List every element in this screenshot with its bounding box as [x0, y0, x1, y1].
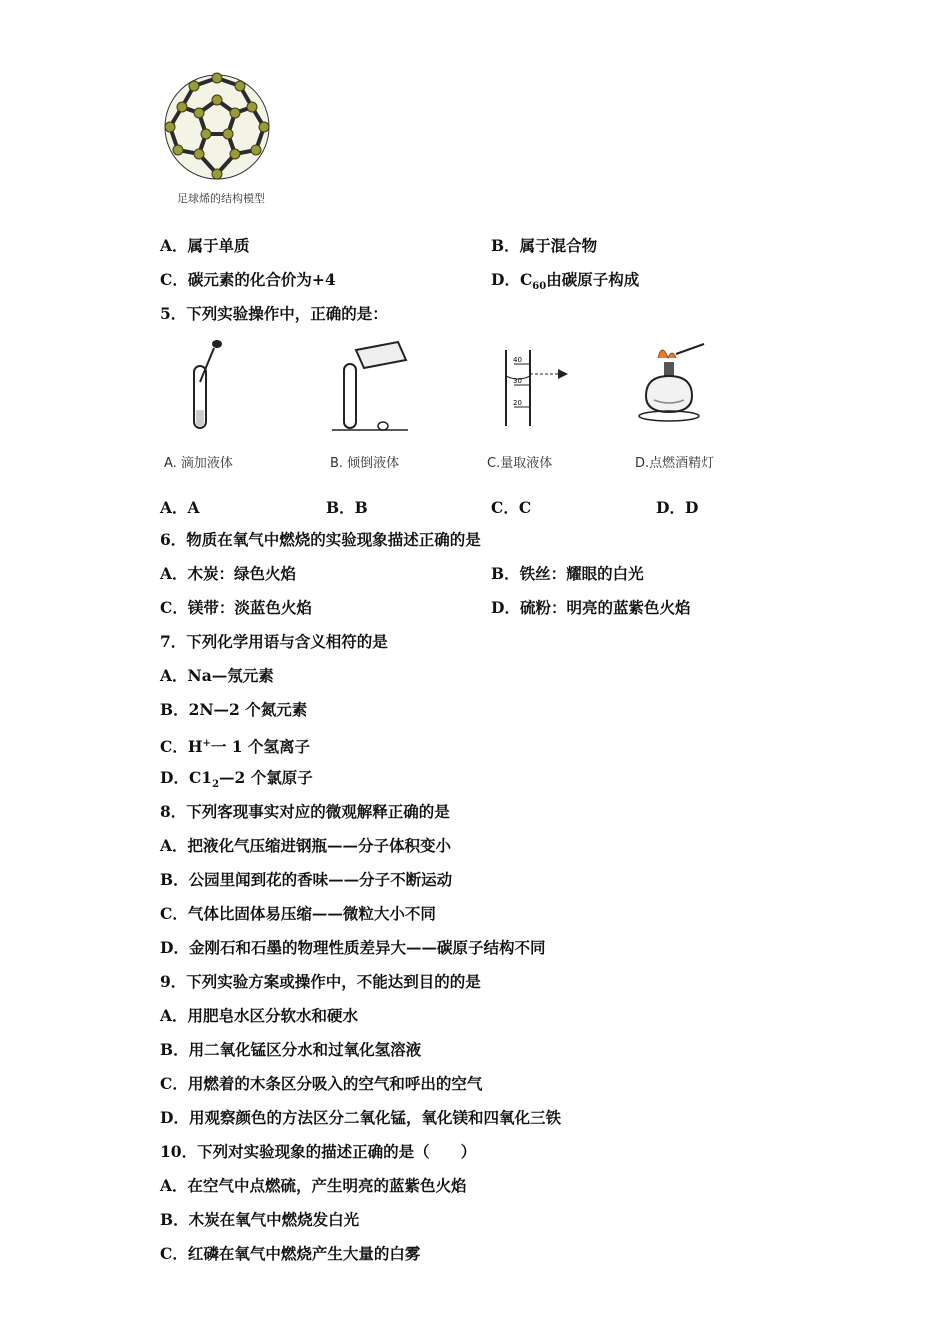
q4-option-b: B．属于混合物 — [491, 236, 598, 255]
pouring-figure — [328, 338, 418, 438]
q8-option-a: A．把液化气压缩进钢瓶——分子体积变小 — [160, 836, 452, 855]
q5-caption-b: B. 倾倒液体 — [330, 456, 400, 471]
lighting-lamp-image — [632, 340, 712, 430]
q6-option-b: B．铁丝：耀眼的白光 — [491, 564, 644, 583]
q5-option-d: D．D — [656, 498, 699, 517]
c60-symbol: C — [519, 270, 533, 289]
q9-option-b: B．用二氧化锰区分水和过氧化氢溶液 — [160, 1040, 422, 1059]
q7-option-c-text: 一 1 个氢离子 — [210, 737, 310, 757]
q7-option-c — [160, 734, 310, 757]
q10-option-a: A．在空气中点燃硫，产生明亮的蓝紫色火焰 — [160, 1176, 467, 1195]
cylinder-mark-30: 30 — [513, 377, 522, 385]
dropper-figure — [180, 338, 230, 438]
q7-option-d-subscript: 2 — [212, 779, 220, 791]
q9-option-d: D．用观察颜色的方法区分二氧化锰，氧化镁和四氧化三铁 — [160, 1108, 561, 1127]
buckyball-caption: 足球烯的结构模型 — [177, 192, 265, 205]
q4-option-d — [491, 270, 639, 297]
q7-option-d-text: —2 个氯原子 — [219, 768, 313, 787]
cylinder-mark-40: 40 — [513, 356, 522, 364]
q4-option-d-text: 由碳原子构成 — [546, 270, 640, 289]
q5-option-c: C．C — [491, 498, 532, 517]
q7-option-c-superscript: + — [202, 738, 211, 749]
q7-stem: 7．下列化学用语与含义相符的是 — [160, 632, 388, 651]
q6-option-d: D．硫粉：明亮的蓝紫色火焰 — [491, 598, 691, 617]
q10-option-b: B．木炭在氧气中燃烧发白光 — [160, 1210, 360, 1229]
q9-option-a: A．用肥皂水区分软水和硬水 — [160, 1006, 359, 1025]
q5-caption-a: A. 滴加液体 — [164, 456, 233, 471]
pouring-liquid-image — [328, 338, 418, 438]
q7-option-d — [160, 768, 313, 795]
q5-option-a: A．A — [160, 498, 200, 517]
dropping-liquid-image — [180, 338, 230, 438]
q8-option-b: B．公园里闻到花的香味——分子不断运动 — [160, 870, 453, 889]
buckyball-figure — [160, 70, 275, 185]
cylinder-mark-20: 20 — [513, 399, 522, 407]
q5-stem: 5．下列实验操作中，正确的是： — [160, 304, 388, 323]
q6-option-a: A．木炭：绿色火焰 — [160, 564, 297, 583]
cylinder-figure — [500, 350, 575, 430]
q4-option-a: A．属于单质 — [160, 236, 250, 255]
q7-option-a: A．Na—氖元素 — [160, 666, 274, 685]
q7-option-c-prefix: C．H — [160, 737, 203, 757]
q8-stem: 8．下列客现事实对应的微观解释正确的是 — [160, 802, 450, 821]
q4-option-d-prefix: D． — [491, 270, 520, 289]
measuring-liquid-image — [500, 350, 575, 430]
buckyball-model-image — [160, 70, 275, 185]
q7-option-d-prefix: D．C1 — [160, 768, 213, 787]
q4-option-c: C．碳元素的化合价为+4 — [160, 270, 336, 289]
q5-caption-d: D.点燃酒精灯 — [635, 456, 715, 471]
q8-option-d: D．金刚石和石墨的物理性质差异大——碳原子结构不同 — [160, 938, 546, 957]
q6-option-c: C．镁带：淡蓝色火焰 — [160, 598, 312, 617]
q10-option-c: C．红磷在氧气中燃烧产生大量的白雾 — [160, 1244, 421, 1263]
q10-stem: 10．下列对实验现象的描述正确的是（ ） — [160, 1142, 477, 1161]
q6-stem: 6．物质在氧气中燃烧的实验现象描述正确的是 — [160, 530, 481, 549]
q9-stem: 9．下列实验方案或操作中，不能达到目的的是 — [160, 972, 481, 991]
q8-option-c: C．气体比固体易压缩——微粒大小不同 — [160, 904, 436, 923]
q9-option-c: C．用燃着的木条区分吸入的空气和呼出的空气 — [160, 1074, 483, 1093]
q5-caption-c: C.量取液体 — [487, 456, 553, 471]
q5-option-b: B．B — [326, 498, 368, 517]
alcohol-lamp-figure — [632, 340, 712, 430]
q7-option-b: B．2N—2 个氮元素 — [160, 700, 308, 719]
c60-subscript: 60 — [532, 281, 547, 293]
